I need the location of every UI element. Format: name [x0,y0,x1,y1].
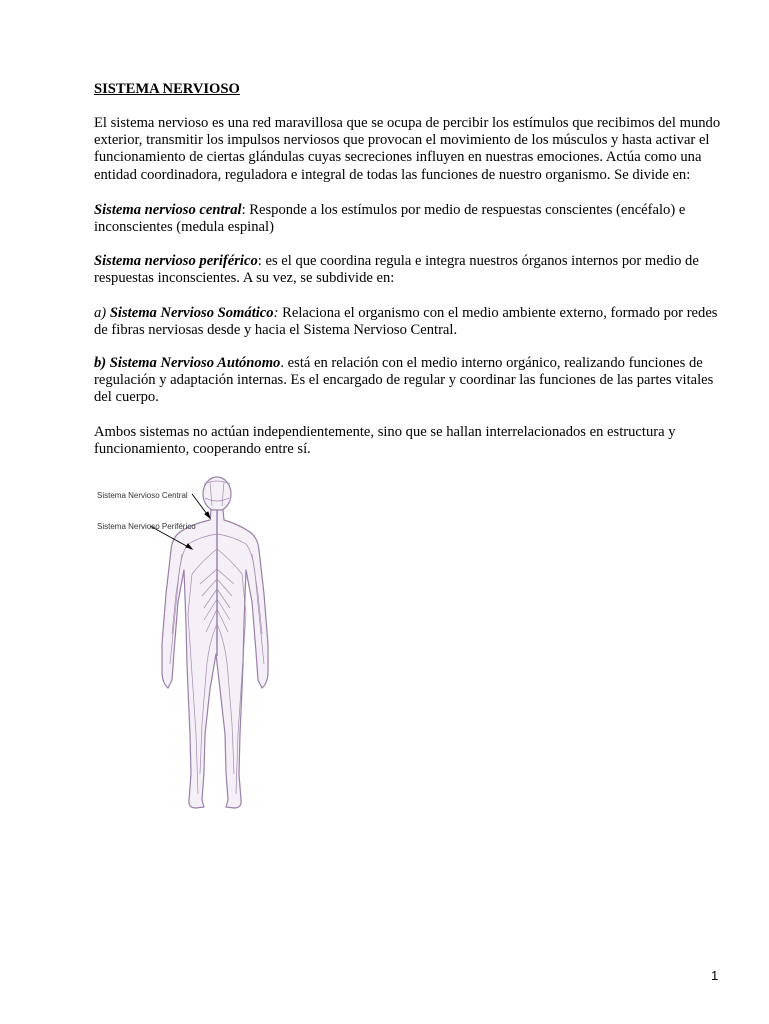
page-title: SISTEMA NERVIOSO [94,81,240,97]
central-paragraph [94,202,734,236]
somatico-text: Relaciona el organismo con el medio ambiente externo, formado por redes de fibras nerviosas desde y hacia el Sistema Nervioso Central. [94,305,718,339]
autonomo-term: b) Sistema Nervioso Autónomo [94,355,281,371]
autonomo-text: . está en relación con el medio interno orgánico, realizando funciones de regulación y adaptación internas. Es el encargado de regular y coordinar las funciones de las partes vitales del cuerpo. [94,355,714,406]
central-text: : Responde a los estímulos por medio de respuestas conscientes (encéfalo) e inconscientes (medula espinal) [94,202,686,236]
label-central: Sistema Nervioso Central [97,491,188,500]
ambos-paragraph: Ambos sistemas no actúan independientemente, sino que se hallan interrelacionados en estructura y funcionamiento, cooperando entre sí. [94,424,676,458]
central-term: Sistema nervioso central [94,202,242,218]
periferico-text: : es el que coordina regula e integra nuestros órganos internos por medio de respuestas inconscientes. A su vez, se subdivide en: [94,253,699,287]
somatico-colon: : [273,305,279,321]
somatico-paragraph [94,305,734,339]
page-number: 1 [711,968,719,983]
somatico-term: Sistema Nervioso Somático [109,305,274,321]
autonomo-paragraph [94,355,734,407]
nervous-system-figure [92,474,362,819]
head-shape [203,477,231,511]
label-periferico: Sistema Nervioso Periférico [97,522,196,531]
somatico-prefix: a) [94,305,110,321]
intro-paragraph: El sistema nervioso es una red maravillosa que se ocupa de percibir los estímulos que recibimos del mundo exterior, transmitir los impulsos nerviosos que provocan el movimiento de los músculos y hasta activar el funcionamiento de ciertas glándulas cuyas secreciones influyen en nuestras emociones. Actúa como una entidad coordinadora, reguladora e integral de todas las funciones de nuestro organismo. Se divide en: [94,115,721,183]
periferico-paragraph [94,253,734,287]
periferico-term: Sistema nervioso periférico [94,253,258,269]
